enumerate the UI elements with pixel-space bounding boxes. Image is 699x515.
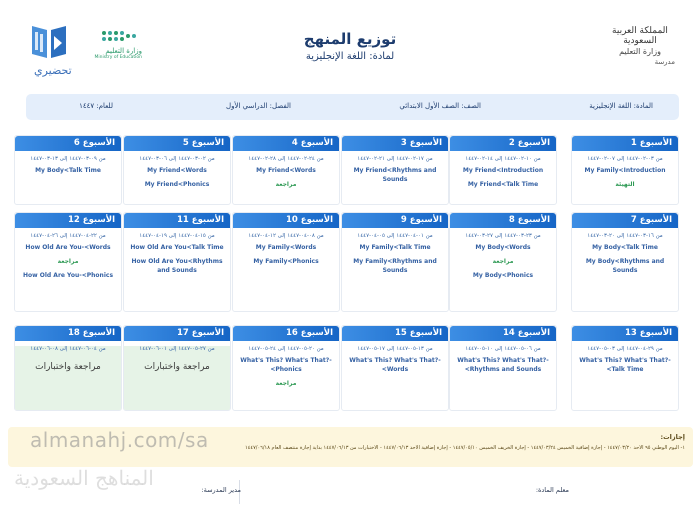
week-body [572,233,678,312]
lesson-item: My Family<Introduction [584,167,666,174]
lesson-item: My Friend<Introduction [462,167,544,174]
week-lesson-list [124,243,230,275]
lesson-item: My Body<Talk Time [35,167,101,174]
week-lesson-list [124,166,230,189]
week-title: الأسبوع 7 [572,213,678,228]
week-exam-text: مراجعة واختبارات [144,362,210,372]
week-dates: من ٠٤-٠٦-١٤٤٧ إلى ٠٨-٠٦-١٤٤٧ [30,346,106,352]
week-dates: من ١٠-٠٢-١٤٤٧ إلى ١٤-٠٢-١٤٤٧ [465,156,541,162]
moe-mini-arabic: وزارة التعليم [105,47,142,55]
moe-mini-logo [82,28,142,60]
week-lesson-list [572,166,678,189]
ministry-logo: المملكة العربية السعودية [612,26,668,46]
lesson-item: My Family<Rhythms and Sounds [353,258,437,274]
school-label: مدرسة [654,58,675,66]
ministry-name: وزارة التعليم [619,47,661,56]
week-dates: من ٠٨-٠٤-١٤٤٧ إلى ١٢-٠٤-١٤٤٧ [248,233,324,239]
week-card [14,212,122,312]
week-card [449,325,557,411]
info-subject: المادة: اللغة الإنجليزية [589,102,653,110]
lesson-item: My Family<Words [255,244,317,251]
week-card [232,325,340,411]
lesson-item: How Old Are You-<Words [25,244,111,251]
week-dates: من ٠٦-٠٥-١٤٤٧ إلى ١٠-٠٥-١٤٤٧ [465,346,541,352]
week-card [123,135,231,205]
week-dates: من ٠٣-٠٢-١٤٤٧ إلى ٠٧-٠٢-١٤٤٧ [587,156,663,162]
week-lesson-list [233,356,339,388]
lesson-item: My Family<Phonics [253,258,319,265]
week-dates: من ١٥-٠٤-١٤٤٧ إلى ١٩-٠٤-١٤٤٧ [139,233,215,239]
week-exam-text: مراجعة واختبارات [35,362,101,372]
week-card [341,325,449,411]
week-body [124,156,230,205]
week-body [450,346,556,411]
lesson-item: What's This? What's That?-<Rhythms and Sounds [457,357,549,373]
review-lesson: مراجعة [57,258,79,265]
week-card [341,212,449,312]
week-body [15,156,121,205]
lesson-item: My Friend<Words [256,167,316,174]
week-dates: من ٠٩-٠٣-١٤٤٧ إلى ١٣-٠٣-١٤٤٧ [30,156,106,162]
lesson-item: My Body<Phonics [472,272,534,279]
lesson-item: My Body<Rhythms and Sounds [585,258,665,274]
week-title: الأسبوع 5 [124,136,230,151]
week-title: الأسبوع 16 [233,326,339,341]
lesson-item: My Friend<Rhythms and Sounds [353,167,437,183]
week-card [123,212,231,312]
week-title: الأسبوع 13 [572,326,678,341]
week-card [341,135,449,205]
week-body [15,346,121,411]
week-dates: من ٢٧-٠٥-١٤٤٧ إلى ٠١-٠٦-١٤٤٧ [139,346,215,352]
info-year: للعام: ١٤٤٧ [79,102,113,110]
page-subtitle: لمادة: اللغة الإنجليزية [305,51,395,62]
watermark-arabic: المناهج السعودية [14,466,154,490]
lesson-item: What's This? What's That?-<Phonics [240,357,332,373]
lesson-item: My Body<Words [475,244,531,251]
info-bar [26,94,679,120]
week-title: الأسبوع 8 [450,213,556,228]
week-card [449,135,557,205]
week-dates: من ٢٩-٠٤-١٤٤٧ إلى ٠٣-٠٥-١٤٤٧ [587,346,663,352]
week-title: الأسبوع 3 [342,136,448,151]
tahdiri-book-logo-icon [30,22,68,62]
week-card [232,135,340,205]
week-lesson-list [572,243,678,275]
week-dates: من ٢٠-٠٥-١٤٤٧ إلى ٢٤-٠٥-١٤٤٧ [248,346,324,352]
week-body [233,156,339,205]
week-dates: من ١٦-٠٣-١٤٤٧ إلى ٢٠-٠٣-١٤٤٧ [587,233,663,239]
principal-signature-label: مدير المدرسة: [201,486,241,494]
week-body [342,156,448,205]
week-title: الأسبوع 15 [342,326,448,341]
week-body [342,346,448,411]
lesson-item: My Friend<Words [147,167,207,174]
week-card [571,135,679,205]
week-body [233,233,339,312]
week-body [572,156,678,205]
week-title: الأسبوع 1 [572,136,678,151]
moe-logo-icon [100,29,142,43]
title-block [240,30,460,62]
week-body [450,233,556,312]
watermark-url: almanahj.com/sa [30,428,209,452]
week-dates: من ٢٣-٠٣-١٤٤٧ إلى ٢٧-٠٣-١٤٤٧ [465,233,541,239]
page-title: توزيع المنهج [303,30,397,48]
brand-logos [24,18,144,80]
holidays-label: إجازات: [660,433,685,441]
week-dates: من ٠١-٠٤-١٤٤٧ إلى ٠٥-٠٤-١٤٤٧ [357,233,433,239]
week-title: الأسبوع 4 [233,136,339,151]
moe-mini-english: Ministry of Education [94,55,142,60]
review-lesson: مراجعة [275,380,297,387]
week-card [571,212,679,312]
week-title: الأسبوع 9 [342,213,448,228]
week-dates: من ٢٢-٠٤-١٤٤٧ إلى ٢٦-٠٤-١٤٤٧ [30,233,106,239]
lesson-item: My Friend<Phonics [144,181,210,188]
week-card [123,325,231,411]
week-body [572,346,678,411]
week-title: الأسبوع 11 [124,213,230,228]
week-body [124,346,230,411]
week-card [14,135,122,205]
week-title: الأسبوع 2 [450,136,556,151]
week-lesson-list [342,166,448,184]
week-lesson-list [233,166,339,189]
week-title: الأسبوع 17 [124,326,230,341]
week-lesson-list [15,166,121,175]
lesson-item: My Body<Talk Time [592,244,658,251]
holidays-text: ١- اليوم الوطني ٩٥ الأحد ١٤٤٧/٠٣/٢٠ - إجازة إضافية الخميس ١٤٤٧/٠٣/٢٤ - إجازة الخريف الخميس ١٤٤٧/٠٥/١٠ - إجازة إضافية الأحد ١٤٤٧/٠٦/١٣ - الاختبارات من ١٤٤٧/٠٦/١٣ بداية إجازة منتصف العام ١٤٤٧/٠٦/١٨ [245,445,685,451]
week-title: الأسبوع 12 [15,213,121,228]
lesson-item: My Family<Talk Time [359,244,431,251]
week-card [14,325,122,411]
lesson-item: What's This? What's That?-<Words [349,357,441,373]
lesson-item: What's This? What's That?-<Talk Time [579,357,671,373]
week-dates: من ١٧-٠٢-١٤٤٧ إلى ٢١-٠٢-١٤٤٧ [357,156,433,162]
lesson-item: How Old Are You-<Phonics [22,272,114,279]
week-body [124,233,230,312]
week-body [342,233,448,312]
review-lesson: مراجعة [492,258,514,265]
week-card [449,212,557,312]
week-card [571,325,679,411]
week-body [233,346,339,411]
week-lesson-list [572,356,678,374]
lesson-item: How Old Are You<Talk Time [130,244,224,251]
info-semester: الفصل: الدراسي الأول [226,102,291,110]
week-lesson-list [450,166,556,189]
lesson-item: My Friend<Talk Time [467,181,539,188]
week-lesson-list [342,243,448,275]
week-title: الأسبوع 18 [15,326,121,341]
lesson-item: How Old Are You<Rhythms and Sounds [131,258,223,274]
review-lesson: التهيئة [615,181,635,188]
week-dates: من ١٣-٠٥-١٤٤٧ إلى ١٧-٠٥-١٤٤٧ [357,346,433,352]
week-title: الأسبوع 14 [450,326,556,341]
week-lesson-list [233,243,339,266]
week-lesson-list [450,243,556,280]
week-lesson-list [15,243,121,280]
week-lesson-list [342,356,448,374]
teacher-signature-label: معلم المادة: [535,486,569,494]
info-grade: الصف: الصف الأول الابتدائي [399,102,481,110]
week-dates: من ٢٤-٠٢-١٤٤٧ إلى ٢٨-٠٢-١٤٤٧ [248,156,324,162]
week-title: الأسبوع 6 [15,136,121,151]
week-body [15,233,121,312]
week-title: الأسبوع 10 [233,213,339,228]
ministry-header [595,26,685,66]
tahdiri-logo-text: تحضيري [34,64,72,77]
week-body [450,156,556,205]
week-dates: من ٠٢-٠٣-١٤٤٧ إلى ٠٦-٠٣-١٤٤٧ [139,156,215,162]
week-lesson-list [450,356,556,374]
week-card [232,212,340,312]
review-lesson: مراجعة [275,181,297,188]
